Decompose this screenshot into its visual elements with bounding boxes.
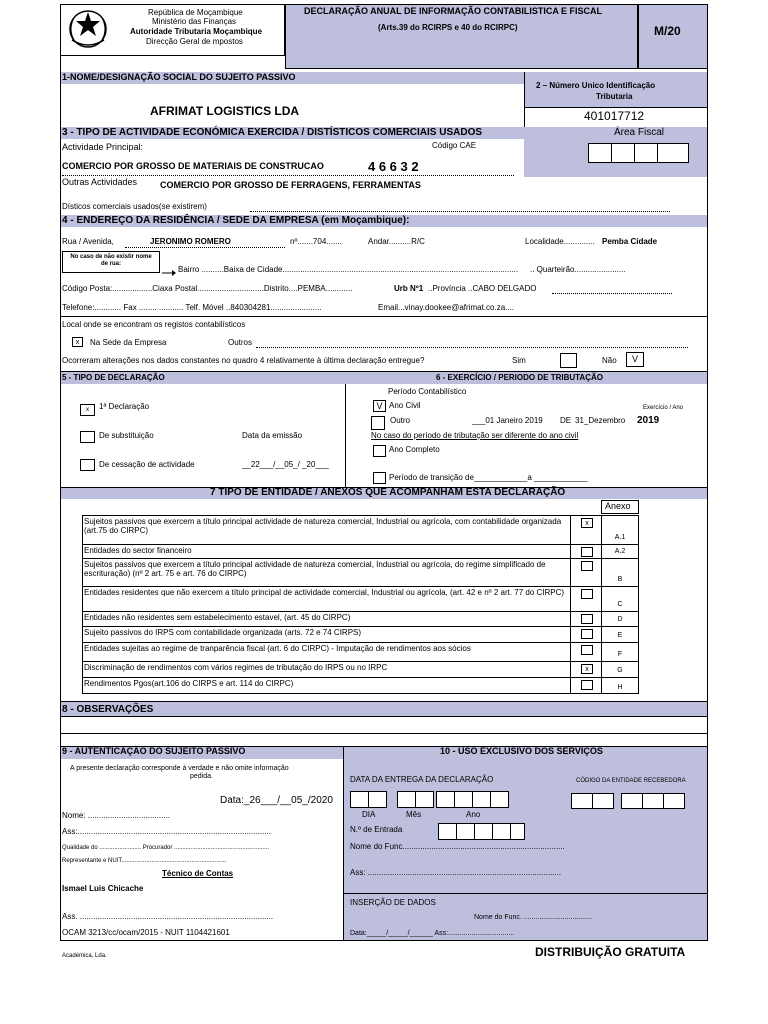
entry-input-3[interactable]: [474, 823, 493, 840]
form-subtitle: (Arts.39 do RCIRPS e 40 do RCIRPC): [378, 23, 518, 32]
entry-input-5[interactable]: [510, 823, 525, 840]
bairro-text: Bairro ..........Baixa de Cidade..........................................................................................................: [178, 265, 519, 274]
auth-date: Data:_26___/__05_/2020: [220, 795, 333, 806]
annex-row-checkbox[interactable]: [581, 589, 593, 599]
data-entry-label: INSERÇÃO DE DADOS: [350, 898, 436, 907]
entity-input-2[interactable]: [592, 793, 614, 809]
annex-row-code: A.1: [614, 534, 626, 541]
annex-row-checkbox[interactable]: [581, 645, 593, 655]
form-title: DECLARAÇÃO ANUAL DE INFORMAÇÃO CONTABILISTICA E FISCAL: [304, 6, 602, 16]
form-code: M/20: [654, 24, 681, 38]
entry-input-4[interactable]: [492, 823, 511, 840]
hq-label: Na Sede da Empresa: [90, 338, 167, 347]
changes-question: Ocorreram alterações nos dados constantes no quadro 4 relativamente à última declaração entregue?: [62, 356, 425, 365]
substitution-label: De substituição: [99, 431, 154, 440]
authority-text: Autoridade Tributaria Moçambique: [130, 27, 263, 36]
accountant-name: Ismael Luis Chicache: [62, 884, 144, 893]
annex-row-code: G: [617, 667, 623, 674]
civil-year-checkbox[interactable]: V: [373, 400, 386, 412]
fiscal-area-input-1[interactable]: [588, 143, 612, 163]
phone-text: Telefone:............ Fax ........ ........... Telf. Móvel ..840304281.......................: [62, 303, 322, 312]
accounting-period-label: Período Contabilístico: [388, 387, 467, 396]
first-declaration-checkbox[interactable]: x: [80, 404, 95, 416]
full-year-checkbox[interactable]: [373, 445, 386, 457]
cessation-date: __22___/__05_/ _20___: [242, 460, 329, 469]
annex-row-checkbox[interactable]: [581, 547, 593, 557]
cae-code-value: 4 6 6 3 2: [368, 159, 419, 174]
representative-label: Representante e NUIT...............................................................: [62, 858, 227, 864]
postal-text: Código Posta:..................Ciaxa Postal..............................Distrito....PEMBA............: [62, 284, 353, 293]
annex-row-checkbox[interactable]: [581, 629, 593, 639]
street-label: Rua / Avenida,: [62, 237, 114, 246]
delivery-date-label: DATA DA ENTREGA DA DECLARAÇÃO: [350, 775, 494, 784]
annex-row-text: Sujeitos passivos que exercem a título principal actividade de natureza comercial, Industrial ou agrícola, com contabilidade organizada (art.75 do CIRPC): [84, 517, 562, 535]
substitution-checkbox[interactable]: [80, 431, 95, 443]
transition-label: Período de transição de____________a ____________: [389, 473, 588, 482]
month-label: Mês: [406, 810, 422, 819]
first-declaration-label: 1ª Declaração: [99, 402, 150, 411]
statement-line2: pedida.: [190, 773, 213, 780]
section4-label: 4 - ENDEREÇO DA RESIDÊNCIA / SEDE DA EMPRESA (em Moçambique):: [62, 215, 410, 226]
period-year: 2019: [637, 415, 660, 426]
date-signature-label: Data:_____/_____/______ Ass:..................................: [350, 930, 515, 937]
section10-label: 10 - USO EXCLUSIVO DOS SERVIÇOS: [440, 746, 603, 756]
section1-label: 1-NOME/DESIGNAÇÃO SOCIAL DO SUJEITO PASSIVO: [62, 72, 296, 82]
distinctions-label: Dísticos comerciais usados(se existirem): [62, 202, 207, 211]
yes-label: Sim: [512, 356, 526, 365]
annex-row-checkbox[interactable]: [581, 680, 593, 690]
transition-checkbox[interactable]: [373, 472, 386, 484]
others-label: Outros: [228, 338, 253, 347]
no-street-note: No caso de não existir nome de rua:: [70, 254, 152, 267]
auth-signature-label: Ass:.......................................................................................: [62, 827, 271, 836]
year-input-2[interactable]: [454, 791, 473, 808]
entry-input-1[interactable]: [438, 823, 457, 840]
month-input-1[interactable]: [397, 791, 416, 808]
period-to: 31_Dezembro: [575, 416, 626, 425]
other-activities-label: Outras Actividades: [62, 177, 138, 187]
cessation-label: De cessação de actividade: [99, 460, 195, 469]
province-text: ..Província ..CABO DELGADO: [428, 284, 537, 293]
nuit-value: 401017712: [584, 109, 645, 123]
fiscal-area-input-2[interactable]: [611, 143, 635, 163]
annex-row-code: E: [617, 632, 623, 639]
annex-row-code: A.2: [614, 548, 626, 555]
exercise-label: Exercício / Ano: [643, 405, 684, 411]
cae-label: Código CAE: [432, 141, 477, 150]
annex-row-code: B: [617, 576, 623, 583]
annex-row-code: D: [617, 616, 623, 623]
main-activity-label: Actividade Principal:: [62, 142, 144, 152]
annex-row-text: Sujeitos passivos que exercem a título principal actividade de natureza comercial, Industrial ou agrícola, do regime simplificado de escrituração) (nº 2 art. 75 e art. 76 do CIRPC): [84, 560, 546, 578]
period-note: No caso do período de tributação ser diferente do ano civil: [371, 431, 579, 440]
annex-header: Anexo: [605, 501, 631, 511]
service-signature-label: Ass: .......................................................................................: [350, 868, 562, 877]
section8-label: 8 - OBSERVAÇÕES: [62, 704, 154, 715]
auth-signature2-label: Ass. .......................................................................................: [62, 912, 274, 921]
emblem-icon: [64, 6, 112, 52]
arrow-right-icon: [162, 263, 176, 269]
entity-input-4[interactable]: [642, 793, 664, 809]
year-input-1[interactable]: [436, 791, 455, 808]
annex-row-text: Rendimentos Pgos(art.106 do CIRPS e art. 114 do CIRPC): [84, 679, 294, 688]
section6-label: 6 - EXERCÍCIO / PERIODO DE TRIBUTAÇÃO: [436, 373, 603, 382]
direction-text: Direcção Geral de mpostos: [146, 37, 243, 46]
section7-label: 7 TIPO DE ENTIDADE / ANEXOS QUE ACOMPANHAM ESTA DECLARAÇÃO: [210, 487, 566, 498]
year-label: Ano: [466, 810, 481, 819]
annex-row-checkbox[interactable]: [581, 561, 593, 571]
quality-label: Qualidade do ......................... Procurador .........................................................: [62, 845, 270, 851]
annex-row-text: Entidades do sector financeiro: [84, 546, 192, 555]
issue-date-label: Data da emissão: [242, 431, 303, 440]
company-name: AFRIMAT LOGISTICS LDA: [150, 104, 300, 118]
quarteirao-text: .. Quarteirão.......................: [530, 265, 626, 274]
urb-text: Urb Nº1: [394, 284, 424, 293]
entity-input-1[interactable]: [571, 793, 593, 809]
statement-line1: A presente declaração corresponde à verdade e não omite informação: [70, 765, 289, 772]
entity-input-3[interactable]: [621, 793, 643, 809]
annex-row-text: Discriminação de rendimentos com vários regimes de tributação do IRPS ou no IRPC: [84, 663, 388, 672]
section2-label-2: Tributaria: [596, 92, 633, 101]
street-value: JERONIMO ROMERO: [150, 237, 231, 246]
annex-row-code: H: [617, 684, 623, 691]
section9-label: 9 - AUTENTICAÇÃO DO SUJEITO PASSIVO: [62, 746, 246, 756]
hq-checkbox[interactable]: x: [72, 337, 83, 347]
period-from: ___01 Janeiro 2019: [472, 416, 543, 425]
day-input-1[interactable]: [350, 791, 369, 808]
entry-input-2[interactable]: [456, 823, 475, 840]
civil-year-label: Ano Civil: [389, 401, 421, 410]
annex-row-checkbox[interactable]: [581, 614, 593, 624]
entry-number-label: N.º de Entrada: [350, 825, 403, 834]
annex-row-text: Entidades residentes que não exercem a título principal de actividade comercial, Industrial ou agrícola, (art. 42 e nº 2 art. 77 do CIRPC): [84, 588, 565, 597]
locality-label: Localidade..............: [525, 237, 595, 246]
annex-row-text: Sujeito passivos do IRPS com contabilidade organizada (arts. 72 e 74 CIRPS): [84, 628, 362, 637]
year-input-4[interactable]: [490, 791, 509, 808]
main-activity-value: COMERCIO POR GROSSO DE MATERIAIS DE CONSTRUCAO: [62, 161, 324, 171]
fiscal-area-label: Área Fiscal: [614, 127, 665, 138]
annex-row-text: Entidades não residentes sem estabelecimento estavel, (art. 45 do CIRPC): [84, 613, 351, 622]
country-text: República de Moçambique: [148, 8, 243, 17]
number-text: nº.......704.......: [290, 237, 342, 246]
year-input-3[interactable]: [472, 791, 491, 808]
free-distribution-text: DISTRIBUIÇÃO GRATUITA: [535, 945, 686, 959]
day-input-2[interactable]: [368, 791, 387, 808]
section5-label: 5 - TIPO DE DECLARAÇÃO: [62, 373, 165, 382]
cessation-checkbox[interactable]: [80, 459, 95, 471]
day-label: DIA: [362, 810, 376, 819]
receiving-entity-label: CÓDIGO DA ENTIDADE RECEBEDORA: [576, 778, 686, 784]
accountant-label: Técnico de Contas: [162, 869, 234, 878]
other-activities-value: COMERCIO POR GROSSO DE FERRAGENS, FERRAMENTAS: [160, 180, 421, 190]
full-year-label: Ano Completo: [389, 445, 440, 454]
other-period-label: Outro: [390, 416, 411, 425]
other-period-checkbox[interactable]: [371, 416, 385, 430]
official-name-label: Nome do Func.........................................................................: [350, 842, 565, 851]
locality-value: Pemba Cidade: [602, 237, 658, 246]
floor-text: Andar..........R/C: [368, 237, 425, 246]
email-text: Email...vinay.dookee@afrimat.co.za....: [378, 303, 515, 312]
annex-row-code: C: [617, 601, 623, 608]
ocam-text: OCAM 3213/cc/ocam/2015 - NUIT 1104421601: [62, 928, 230, 937]
entity-input-5[interactable]: [663, 793, 685, 809]
records-label: Local onde se encontram os registos contabilísticos: [62, 320, 246, 329]
official-name2-label: Nome do Func. ...................................: [474, 914, 592, 921]
auth-name-label: Nome: .....................................: [62, 811, 171, 820]
yes-checkbox[interactable]: [560, 353, 577, 368]
ministry-text: Ministério das Finanças: [152, 17, 237, 26]
no-label: Não: [602, 356, 617, 365]
no-checkbox[interactable]: V: [626, 352, 644, 367]
annex-row-checkbox[interactable]: x: [581, 518, 593, 528]
section2-label-1: 2 – Número Unico Identificação: [536, 81, 656, 90]
period-de: DE: [560, 416, 572, 425]
annex-row-code: F: [617, 651, 623, 658]
fiscal-area-input-4[interactable]: [657, 143, 689, 163]
annex-row-text: Entidades sujeitas ao regime de tranparência fiscal (art. 6 do CIRPC) - Imputação de rendimentos aos sócios: [84, 644, 471, 653]
annex-row-checkbox[interactable]: x: [581, 664, 593, 674]
section3-label: 3 - TIPO DE ACTIVIDADE ECONÓMICA EXERCIDA / DISTÍSTICOS COMERCIAIS USADOS: [62, 127, 483, 138]
month-input-2[interactable]: [415, 791, 434, 808]
fiscal-area-input-3[interactable]: [634, 143, 658, 163]
section8-band: [60, 701, 708, 717]
publisher-text: Académica, Lda.: [62, 953, 107, 959]
